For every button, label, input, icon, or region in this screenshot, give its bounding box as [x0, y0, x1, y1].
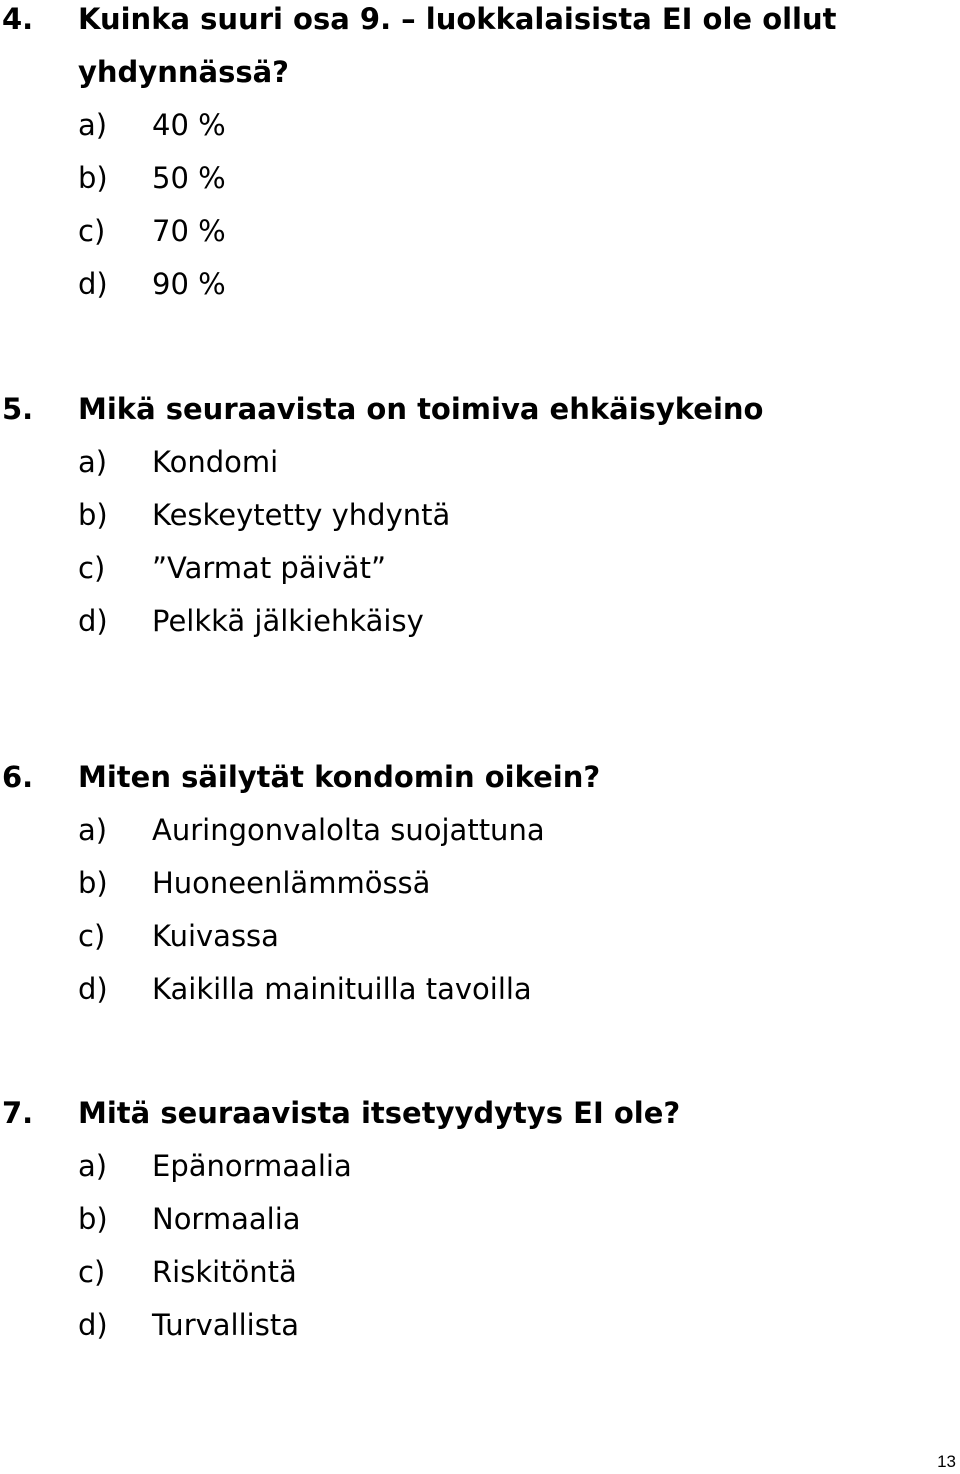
option-letter: c) — [78, 214, 106, 248]
option-letter: d) — [78, 1308, 108, 1342]
option-letter: b) — [78, 866, 108, 900]
answer-option-d — [0, 602, 940, 655]
option-letter: b) — [78, 498, 108, 532]
answer-option-b — [0, 1200, 940, 1253]
option-letter: a) — [78, 813, 108, 847]
option-text: Kondomi — [152, 445, 279, 479]
answer-option-a — [0, 811, 940, 864]
answer-option-b — [0, 496, 940, 549]
option-text: 50 % — [152, 161, 226, 195]
question-number: 7. — [2, 1096, 34, 1130]
question-number: 4. — [2, 2, 34, 36]
answer-option-c — [0, 917, 940, 970]
option-letter: c) — [78, 1255, 106, 1289]
question-5 — [0, 390, 940, 655]
option-text: Normaalia — [152, 1202, 301, 1236]
option-letter: a) — [78, 445, 108, 479]
question-heading — [0, 758, 940, 811]
question-text: Mitä seuraavista itsetyydytys EI ole? — [78, 1096, 681, 1130]
answer-option-c — [0, 212, 940, 265]
option-text: 70 % — [152, 214, 226, 248]
option-text: Huoneenlämmössä — [152, 866, 431, 900]
question-heading — [0, 0, 940, 53]
answer-option-d — [0, 265, 940, 318]
answer-option-c — [0, 1253, 940, 1306]
option-letter: d) — [78, 604, 108, 638]
answer-option-a — [0, 443, 940, 496]
option-text: Keskeytetty yhdyntä — [152, 498, 451, 532]
question-4 — [0, 0, 940, 318]
page-number: 13 — [937, 1452, 956, 1471]
answer-option-b — [0, 864, 940, 917]
option-letter: b) — [78, 161, 108, 195]
option-text: Auringonvalolta suojattuna — [152, 813, 545, 847]
option-text: 40 % — [152, 108, 226, 142]
option-text: Kuivassa — [152, 919, 279, 953]
option-text: Epänormaalia — [152, 1149, 352, 1183]
question-number: 6. — [2, 760, 34, 794]
question-7 — [0, 1094, 940, 1359]
answer-option-a — [0, 1147, 940, 1200]
question-number: 5. — [2, 392, 34, 426]
question-text: Miten säilytät kondomin oikein? — [78, 760, 601, 794]
answer-option-c — [0, 549, 940, 602]
option-text: Pelkkä jälkiehkäisy — [152, 604, 424, 638]
option-letter: a) — [78, 108, 108, 142]
option-text: Kaikilla mainituilla tavoilla — [152, 972, 532, 1006]
question-text: yhdynnässä? — [78, 55, 289, 89]
question-heading — [0, 390, 940, 443]
answer-option-d — [0, 970, 940, 1023]
option-text: Turvallista — [152, 1308, 299, 1342]
question-6 — [0, 758, 940, 1023]
question-heading-continued — [0, 53, 940, 106]
question-heading — [0, 1094, 940, 1147]
option-letter: b) — [78, 1202, 108, 1236]
option-letter: c) — [78, 551, 106, 585]
option-text: ”Varmat päivät” — [152, 551, 386, 585]
option-text: Riskitöntä — [152, 1255, 297, 1289]
answer-option-b — [0, 159, 940, 212]
option-text: 90 % — [152, 267, 226, 301]
question-text: Kuinka suuri osa 9. – luokkalaisista EI ole ollut — [78, 2, 837, 36]
option-letter: d) — [78, 972, 108, 1006]
question-text: Mikä seuraavista on toimiva ehkäisykeino — [78, 392, 764, 426]
option-letter: c) — [78, 919, 106, 953]
option-letter: d) — [78, 267, 108, 301]
answer-option-a — [0, 106, 940, 159]
answer-option-d — [0, 1306, 940, 1359]
option-letter: a) — [78, 1149, 108, 1183]
